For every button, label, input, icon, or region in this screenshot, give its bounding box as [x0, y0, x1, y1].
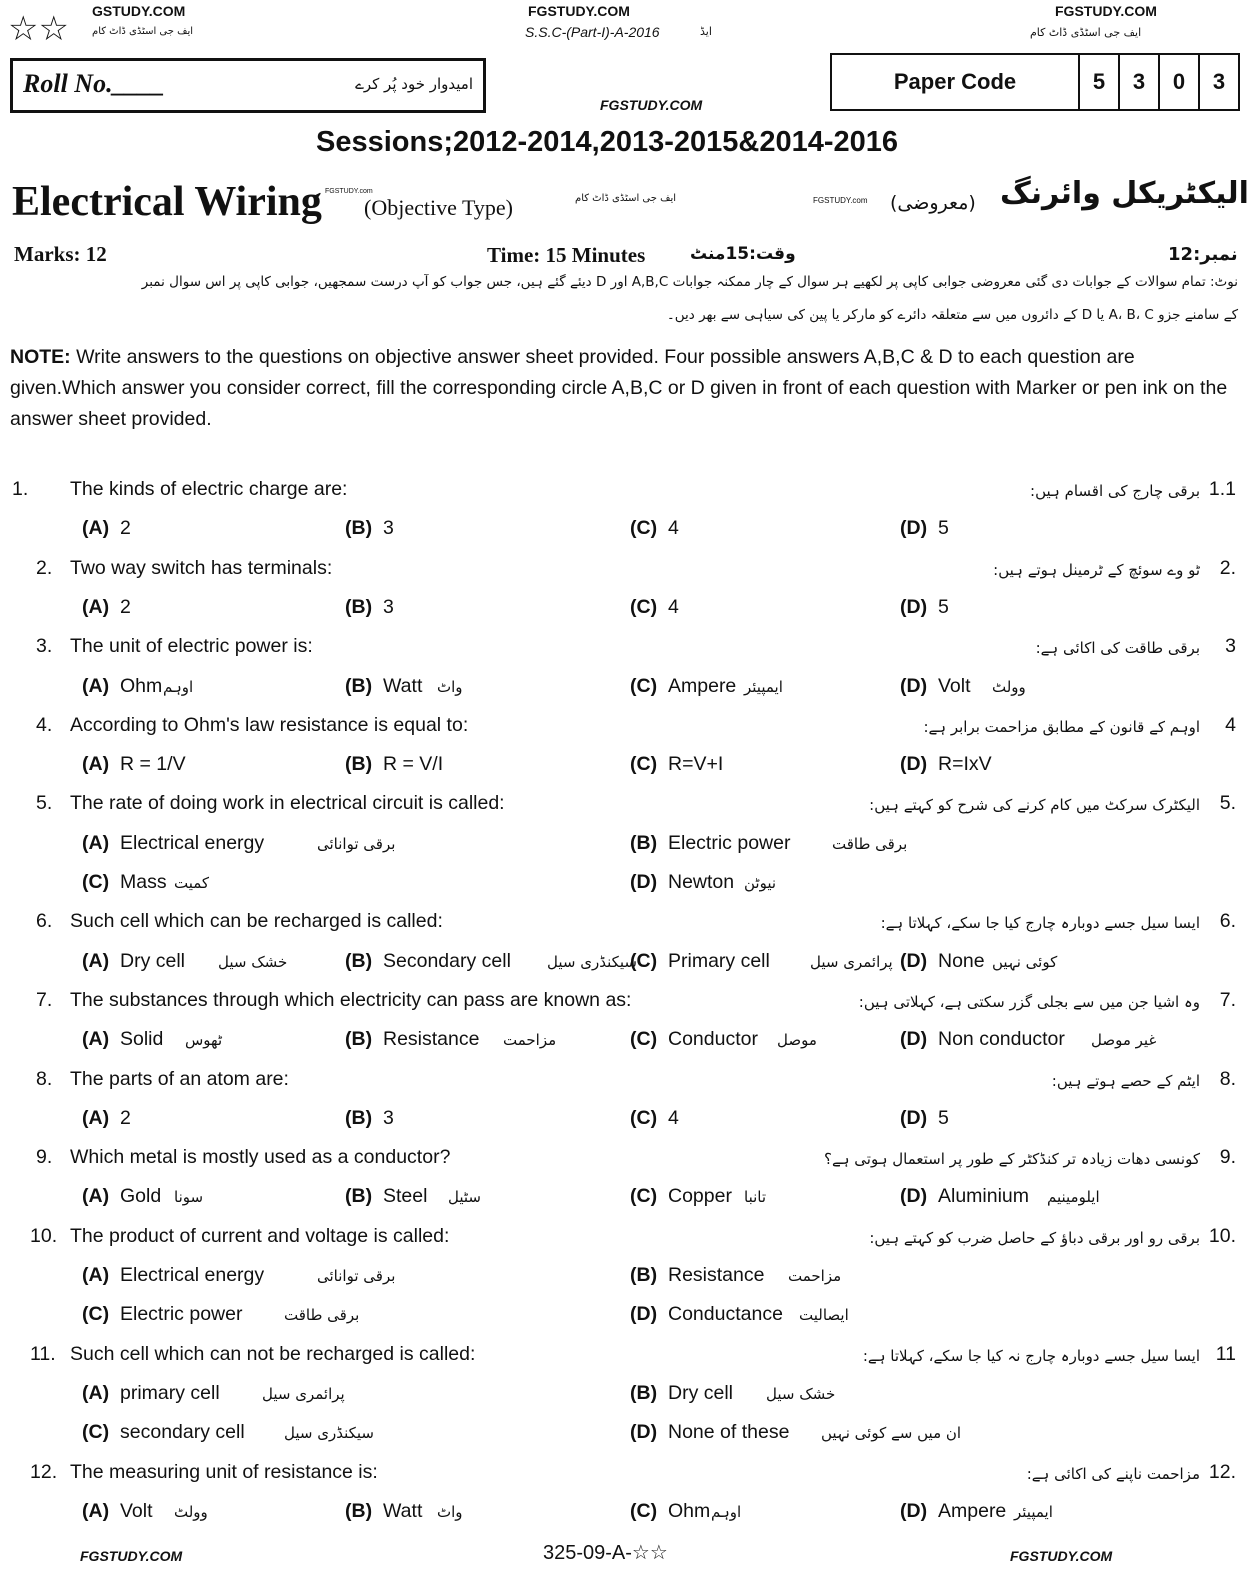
- watermark-small: FGSTUDY.com: [325, 188, 373, 195]
- question-number: 9.: [36, 1146, 53, 1169]
- question-number-urdu: 3: [1225, 635, 1236, 658]
- option-text: 4: [668, 595, 679, 618]
- option-text-urdu: برقی طاقت: [284, 1306, 360, 1325]
- option-text-urdu: سونا: [174, 1188, 204, 1207]
- option-letter: (C): [630, 517, 658, 540]
- option-text: primary cell: [120, 1381, 220, 1404]
- question-number: 7.: [36, 988, 53, 1011]
- option-letter: (C): [630, 949, 658, 972]
- paper-code-digit: 0: [1158, 55, 1198, 109]
- question-text: The unit of electric power is:: [70, 635, 313, 658]
- option-text: 3: [383, 595, 394, 618]
- options-row: [0, 1382, 1250, 1421]
- option-text-urdu: واٹ: [437, 677, 463, 696]
- option-text-urdu: کوئی نہیں: [992, 952, 1058, 971]
- option-text: Ohm: [668, 1499, 711, 1522]
- options-row: [0, 1264, 1250, 1303]
- options-row: [0, 950, 1250, 989]
- option-letter: (D): [630, 871, 658, 893]
- option-letter: (B): [630, 1381, 658, 1404]
- question-row: [0, 635, 1250, 674]
- question-row: [0, 478, 1250, 517]
- option-letter: (A): [82, 1185, 110, 1208]
- option-text: Volt: [938, 674, 971, 697]
- option-letter: (B): [345, 674, 373, 697]
- option-text-urdu: برقی توانائی: [317, 1267, 396, 1285]
- question-row: [0, 1146, 1250, 1185]
- option-letter: (C): [630, 1185, 658, 1208]
- watermark: GSTUDY.COM: [92, 3, 186, 19]
- option-letter: (C): [630, 674, 658, 697]
- question-text: Such cell which can not be recharged is called:: [70, 1342, 476, 1365]
- option-text: R=IxV: [938, 753, 992, 776]
- question-text-urdu: برقی چارج کی اقسام ہیں:: [1030, 482, 1200, 500]
- question-number-urdu: 9.: [1219, 1146, 1236, 1169]
- question-row: [0, 989, 1250, 1028]
- question-text-urdu: کونسی دھات زیادہ تر کنڈکٹر کے طور پر استعمال ہوتی ہے؟: [823, 1150, 1200, 1169]
- option-text: Secondary cell: [383, 949, 511, 972]
- question-row: [0, 792, 1250, 831]
- option-text-urdu: غیر موصل: [1091, 1031, 1157, 1050]
- question-text-urdu: وہ اشیا جن میں سے بجلی گزر سکتی ہے، کہلاتی ہیں:: [858, 992, 1200, 1011]
- exam-title: S.S.C-(Part-I)-A-2016: [525, 24, 660, 40]
- subject-title: Electrical Wiring: [12, 179, 322, 225]
- option-letter: (B): [630, 1264, 658, 1286]
- option-letter: (B): [630, 831, 658, 854]
- question-number: 11.: [30, 1342, 56, 1365]
- option-text-urdu: تانبا: [744, 1188, 767, 1207]
- urdu-site-label: ایف جی اسٹڈی ڈاٹ کام: [575, 193, 677, 204]
- question-number: 10.: [30, 1224, 58, 1247]
- question-text: The measuring unit of resistance is:: [70, 1460, 378, 1483]
- option-letter: (B): [345, 517, 373, 540]
- option-text-urdu: سیکنڈری سیل: [547, 952, 637, 971]
- option-text-urdu: اوہم: [163, 677, 194, 696]
- question-text: Two way switch has terminals:: [70, 556, 333, 579]
- option-text: Dry cell: [668, 1381, 734, 1404]
- question-text: Such cell which can be recharged is called:: [70, 910, 443, 933]
- option-letter: (D): [900, 595, 928, 618]
- options-row: [0, 1185, 1250, 1224]
- note-text: Write answers to the questions on objective answer sheet provided. Four possible answers A,B,C & D to each question are given.Which answer you consider correct, fill the corresponding circle A,B,C or D given in front of each question with Marker or pen ink on the answer sheet provided.: [10, 346, 1228, 430]
- option-text: Newton: [668, 871, 735, 893]
- options-row: [0, 1028, 1250, 1067]
- option-text-urdu: ایمپیئر: [1014, 1502, 1053, 1521]
- option-text: 2: [120, 1106, 131, 1129]
- paper-code-label: Paper Code: [893, 69, 1017, 94]
- question-number: 5.: [36, 792, 53, 815]
- paper-code-digit: 3: [1118, 55, 1158, 109]
- option-text-urdu: سیکنڈری سیل: [284, 1424, 374, 1443]
- option-letter: (D): [900, 753, 928, 776]
- option-text: secondary cell: [120, 1421, 245, 1444]
- note-label: NOTE:: [10, 346, 71, 368]
- option-text: Steel: [383, 1185, 428, 1208]
- watermark: FGSTUDY.COM: [1010, 1548, 1113, 1564]
- sessions: Sessions;2012-2014,2013-2015&2014-2016: [316, 126, 899, 158]
- question-text-urdu: مزاحمت ناپنے کی اکائی ہے:: [1026, 1464, 1200, 1483]
- option-text: Conductor: [668, 1028, 758, 1051]
- option-text-urdu: ایمپیئر: [744, 677, 783, 696]
- question-number: 8.: [36, 1067, 53, 1090]
- time: Time: 15 Minutes: [487, 243, 646, 267]
- option-text: 5: [938, 1106, 949, 1129]
- question-number-urdu: 4: [1225, 713, 1236, 736]
- option-text-urdu: اوہم: [711, 1502, 742, 1521]
- option-text: 5: [938, 595, 949, 618]
- option-text-urdu: وولٹ: [174, 1502, 208, 1521]
- option-text: 2: [120, 595, 131, 618]
- roll-number-label: Roll No.____: [23, 69, 165, 98]
- option-text: Resistance: [668, 1264, 765, 1286]
- marks-urdu: نمبر:12: [1168, 244, 1238, 265]
- question-number-urdu: 6.: [1219, 910, 1236, 933]
- option-text-urdu: نیوٹن: [744, 874, 777, 892]
- options-row: [0, 753, 1250, 792]
- option-text: Dry cell: [120, 949, 186, 972]
- question-text-urdu: برقی رو اور برقی دباؤ کے حاصل ضرب کو کہتے ہیں:: [869, 1228, 1200, 1247]
- question-text-urdu: برقی طاقت کی اکائی ہے:: [1035, 639, 1200, 658]
- question-text-urdu: ایسا سیل جسے دوبارہ چارج کیا جا سکے، کہلاتا ہے:: [880, 914, 1200, 933]
- option-text: Watt: [383, 674, 423, 697]
- watermark: FGSTUDY.COM: [528, 3, 630, 19]
- option-text: Watt: [383, 1499, 423, 1522]
- option-letter: (B): [345, 1106, 373, 1129]
- option-text-urdu: موصل: [777, 1031, 817, 1050]
- option-text: Gold: [120, 1185, 162, 1208]
- question-number-urdu: 12.: [1208, 1460, 1236, 1483]
- options-row: [0, 832, 1250, 871]
- option-text-urdu: مزاحمت: [503, 1031, 557, 1050]
- option-text: Non conductor: [938, 1028, 1065, 1051]
- urdu-site-label: ایف جی اسٹڈی ڈاٹ کام: [1030, 26, 1142, 39]
- option-text: Copper: [668, 1185, 732, 1208]
- option-text: 3: [383, 1106, 394, 1129]
- watermark-small: FGSTUDY.com: [813, 196, 868, 205]
- option-text: Electric power: [668, 831, 791, 854]
- option-text: Conductance: [668, 1303, 783, 1326]
- subject-title-urdu: الیکٹریکل وائرنگ: [1000, 176, 1249, 211]
- option-letter: (A): [82, 1264, 110, 1286]
- subject-type-urdu: (معروضی): [890, 192, 976, 214]
- option-text: None: [938, 949, 985, 972]
- option-letter: (D): [900, 517, 928, 540]
- urdu-site-label: ایف جی اسٹڈی ڈاٹ کام: [92, 26, 194, 37]
- question-text: The product of current and voltage is called:: [70, 1224, 450, 1247]
- question-number: 4.: [36, 713, 53, 736]
- option-text: Electric power: [120, 1303, 243, 1326]
- option-text: Aluminium: [938, 1185, 1030, 1208]
- note-urdu-line-1: نوٹ: تمام سوالات کے جوابات دی گئی معروضی جوابی کاپی پر لکھیے ہر سوال کے چار ممکنہ جوابات A,B,C اور D دیئے گئے ہیں، جس جواب کو آپ درست سمجھیں، جوابی کاپی پر اس سوال نمبر: [141, 274, 1238, 290]
- option-letter: (D): [900, 1106, 928, 1129]
- question-number-urdu: 10.: [1208, 1224, 1236, 1247]
- question-row: [0, 910, 1250, 949]
- option-letter: (B): [345, 949, 373, 972]
- option-text: None of these: [668, 1421, 790, 1444]
- question-number: 12.: [30, 1460, 58, 1483]
- option-letter: (C): [82, 1421, 110, 1444]
- marks: Marks: 12: [14, 242, 107, 266]
- question-row: [0, 1068, 1250, 1107]
- option-letter: (C): [630, 1028, 658, 1051]
- option-text-urdu: پرائمری سیل: [262, 1384, 345, 1403]
- question-text: The parts of an atom are:: [70, 1067, 289, 1090]
- option-letter: (B): [345, 1028, 373, 1051]
- question-number-urdu: 2.: [1219, 556, 1236, 579]
- question-text: The rate of doing work in electrical circuit is called:: [70, 792, 505, 815]
- option-text-urdu: ایصالیت: [799, 1306, 849, 1325]
- options-row: [0, 1421, 1250, 1460]
- option-letter: (A): [82, 1028, 110, 1051]
- option-letter: (C): [630, 1106, 658, 1129]
- option-letter: (D): [900, 1499, 928, 1522]
- question-number: 2.: [36, 556, 53, 579]
- footer-code: 325-09-A-☆☆: [543, 1542, 668, 1564]
- option-text: Volt: [120, 1499, 153, 1522]
- option-text: R = 1/V: [120, 753, 186, 776]
- question-number-urdu: 7.: [1219, 988, 1236, 1011]
- option-text-urdu: ٹھوس: [185, 1031, 223, 1050]
- time-urdu: وقت:15منٹ: [690, 244, 796, 264]
- option-text: Electrical energy: [120, 831, 265, 854]
- option-text: Ampere: [938, 1499, 1007, 1522]
- question-text-urdu: الیکٹرک سرکٹ میں کام کرنے کی شرح کو کہتے ہیں:: [869, 796, 1200, 815]
- note-urdu-line-2: کے سامنے جزو A، B، C یا D کے دائروں میں سے متعلقہ دائرے کو مارکر یا پین کی سیاہی سے بھر دیں۔: [666, 307, 1238, 323]
- question-text-urdu: ایٹم کے حصے ہوتے ہیں:: [1051, 1071, 1200, 1090]
- question-row: [0, 1225, 1250, 1264]
- option-text-urdu: برقی توانائی: [317, 834, 396, 853]
- question-row: [0, 1461, 1250, 1500]
- option-letter: (B): [345, 753, 373, 776]
- option-letter: (D): [900, 1028, 928, 1051]
- option-letter: (D): [630, 1421, 658, 1444]
- option-text: 5: [938, 517, 949, 540]
- option-letter: (A): [82, 517, 110, 540]
- option-text-urdu: مزاحمت: [788, 1267, 842, 1285]
- option-text: Mass: [120, 871, 167, 893]
- option-letter: (D): [900, 949, 928, 972]
- question-number: 1.: [12, 478, 29, 500]
- watermark: FGSTUDY.COM: [600, 97, 703, 113]
- option-text: R = V/I: [383, 753, 444, 776]
- watermark: FGSTUDY.COM: [1055, 3, 1157, 19]
- option-text-urdu: ان میں سے کوئی نہیں: [821, 1424, 962, 1443]
- option-letter: (B): [345, 1499, 373, 1522]
- options-row: [0, 871, 1250, 910]
- question-number-urdu: 8.: [1219, 1067, 1236, 1090]
- options-row: [0, 596, 1250, 635]
- subject-type: (Objective Type): [364, 195, 513, 220]
- options-row: [0, 517, 1250, 556]
- option-text: 2: [120, 517, 131, 540]
- exam-title-urdu: ایڈ: [700, 25, 712, 38]
- option-letter: (C): [630, 595, 658, 618]
- option-text-urdu: ایلومینیم: [1047, 1188, 1100, 1207]
- options-row: [0, 675, 1250, 714]
- option-text-urdu: واٹ: [437, 1502, 463, 1521]
- question-text: The substances through which electricity can pass are known as:: [70, 988, 632, 1011]
- question-text-urdu: ٹو وے سوئچ کے ٹرمینل ہوتے ہیں:: [993, 560, 1200, 579]
- question-number-urdu: 1.1: [1208, 478, 1236, 500]
- option-letter: (A): [82, 831, 110, 854]
- options-row: [0, 1303, 1250, 1342]
- option-letter: (A): [82, 949, 110, 972]
- option-text: Resistance: [383, 1028, 480, 1051]
- option-letter: (C): [630, 753, 658, 776]
- option-letter: (C): [82, 871, 110, 893]
- paper-code-digit: 3: [1198, 55, 1238, 109]
- option-text: Ampere: [668, 674, 737, 697]
- question-row: [0, 557, 1250, 596]
- option-text: 4: [668, 517, 679, 540]
- option-text: 4: [668, 1106, 679, 1129]
- option-text: Primary cell: [668, 949, 770, 972]
- stars-icon: ☆☆: [8, 10, 69, 48]
- option-text-urdu: خشک سیل: [766, 1384, 836, 1403]
- option-letter: (A): [82, 753, 110, 776]
- option-text-urdu: کمیت: [174, 874, 210, 892]
- question-number-urdu: 5.: [1219, 792, 1236, 815]
- question-row: [0, 1343, 1250, 1382]
- option-text: 3: [383, 517, 394, 540]
- option-letter: (D): [900, 1185, 928, 1208]
- roll-number-box[interactable]: [10, 58, 486, 113]
- option-letter: (C): [82, 1303, 110, 1326]
- note-english: [10, 342, 1240, 435]
- option-letter: (A): [82, 1499, 110, 1522]
- options-row: [0, 1107, 1250, 1146]
- question-text: Which metal is mostly used as a conductor?: [70, 1146, 451, 1169]
- paper-code-box: [830, 53, 1240, 111]
- option-text: Solid: [120, 1028, 164, 1051]
- option-text: Ohm: [120, 674, 163, 697]
- option-text-urdu: وولٹ: [992, 677, 1026, 696]
- watermark: FGSTUDY.COM: [80, 1548, 183, 1564]
- question-number-urdu: 11: [1215, 1342, 1236, 1365]
- option-letter: (D): [630, 1303, 658, 1326]
- option-letter: (B): [345, 595, 373, 618]
- roll-number-urdu: امیدوار خود پُر کرے: [355, 75, 473, 93]
- option-letter: (B): [345, 1185, 373, 1208]
- question-number: 6.: [36, 910, 53, 933]
- question-number: 3.: [36, 635, 53, 658]
- option-text-urdu: سٹیل: [448, 1188, 481, 1207]
- option-text-urdu: پرائمری سیل: [810, 952, 893, 971]
- option-letter: (D): [900, 674, 928, 697]
- option-letter: (A): [82, 1381, 110, 1404]
- option-text: Electrical energy: [120, 1264, 265, 1286]
- option-text-urdu: خشک سیل: [218, 952, 288, 971]
- option-letter: (C): [630, 1499, 658, 1522]
- option-letter: (A): [82, 595, 110, 618]
- question-text: According to Ohm's law resistance is equal to:: [70, 713, 469, 736]
- option-letter: (A): [82, 674, 110, 697]
- option-text-urdu: برقی طاقت: [832, 834, 908, 853]
- question-text-urdu: اوہم کے قانون کے مطابق مزاحمت برابر ہے:: [923, 717, 1200, 736]
- option-letter: (A): [82, 1106, 110, 1129]
- paper-code-digit: 5: [1078, 55, 1118, 109]
- option-text: R=V+I: [668, 753, 724, 776]
- options-row: [0, 1500, 1250, 1539]
- question-text: The kinds of electric charge are:: [70, 478, 348, 500]
- question-text-urdu: ایسا سیل جسے دوبارہ چارج نہ کیا جا سکے، کہلاتا ہے:: [862, 1346, 1200, 1365]
- question-row: [0, 714, 1250, 753]
